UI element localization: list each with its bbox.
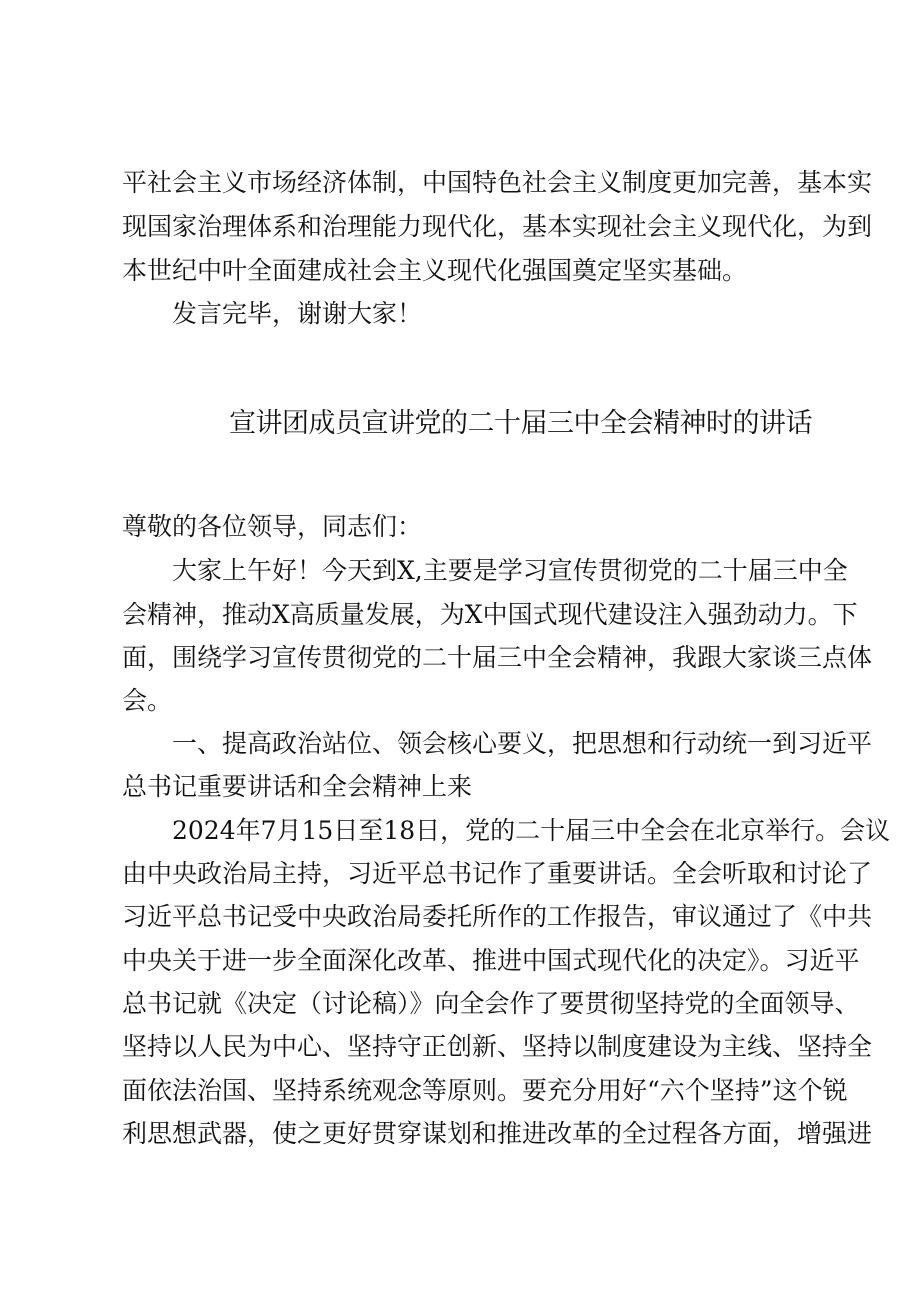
intro-paragraph-line-4: 会。 [122, 686, 173, 715]
closing-remark: 发言完毕，谢谢大家！ [172, 299, 423, 328]
opening-paragraph-line-2: 现国家治理体系和治理能力现代化，基本实现社会主义现代化，为到 [122, 212, 873, 241]
section-one-body-line-6: 坚持以人民为中心、坚持守正创新、坚持以制度建设为主线、坚持全 [122, 1032, 873, 1061]
opening-paragraph-line-1: 平社会主义市场经济体制，中国特色社会主义制度更加完善，基本实 [122, 168, 873, 197]
section-one-body-line-7: 面依法治国、坚持系统观念等原则。要充分用好“六个坚持”这个锐 [122, 1076, 848, 1105]
section-one-body-line-5: 总书记就《决定（讨论稿）》向全会作了要贯彻坚持党的全面领导、 [122, 989, 860, 1018]
section-one-body-line-8: 利思想武器，使之更好贯穿谋划和推进改革的全过程各方面，增强进 [122, 1119, 873, 1148]
section-one-body-line-2: 由中央政治局主持，习近平总书记作了重要讲话。全会听取和讨论了 [122, 859, 873, 888]
opening-paragraph-line-3: 本世纪中叶全面建成社会主义现代化强国奠定坚实基础。 [122, 256, 748, 285]
intro-paragraph-line-2: 会精神，推动X高质量发展，为X中国式现代建设注入强劲动力。下 [122, 600, 858, 629]
section-one-body-line-4: 中央关于进一步全面深化改革、推进中国式现代化的决定》。习近平 [122, 946, 860, 975]
intro-paragraph-line-3: 面，围绕学习宣传贯彻党的二十届三中全会精神，我跟大家谈三点体 [122, 643, 873, 672]
section-one-body-line-3: 习近平总书记受中央政治局委托所作的工作报告，审议通过了《中共 [122, 902, 873, 931]
speech-title: 宣讲团成员宣讲党的二十届三中全会精神时的讲话 [229, 408, 812, 439]
section-one-heading-line-1: 一、提高政治站位、领会核心要义，把思想和行动统一到习近平 [172, 729, 873, 758]
salutation: 尊敬的各位领导，同志们： [122, 512, 423, 541]
section-one-heading-line-2: 总书记重要讲话和全会精神上来 [122, 772, 473, 801]
intro-paragraph-line-1: 大家上午好！今天到X,主要是学习宣传贯彻党的二十届三中全 [172, 556, 848, 585]
section-one-body-line-1: 2024年7月15日至18日，党的二十届三中全会在北京举行。会议 [172, 816, 891, 845]
